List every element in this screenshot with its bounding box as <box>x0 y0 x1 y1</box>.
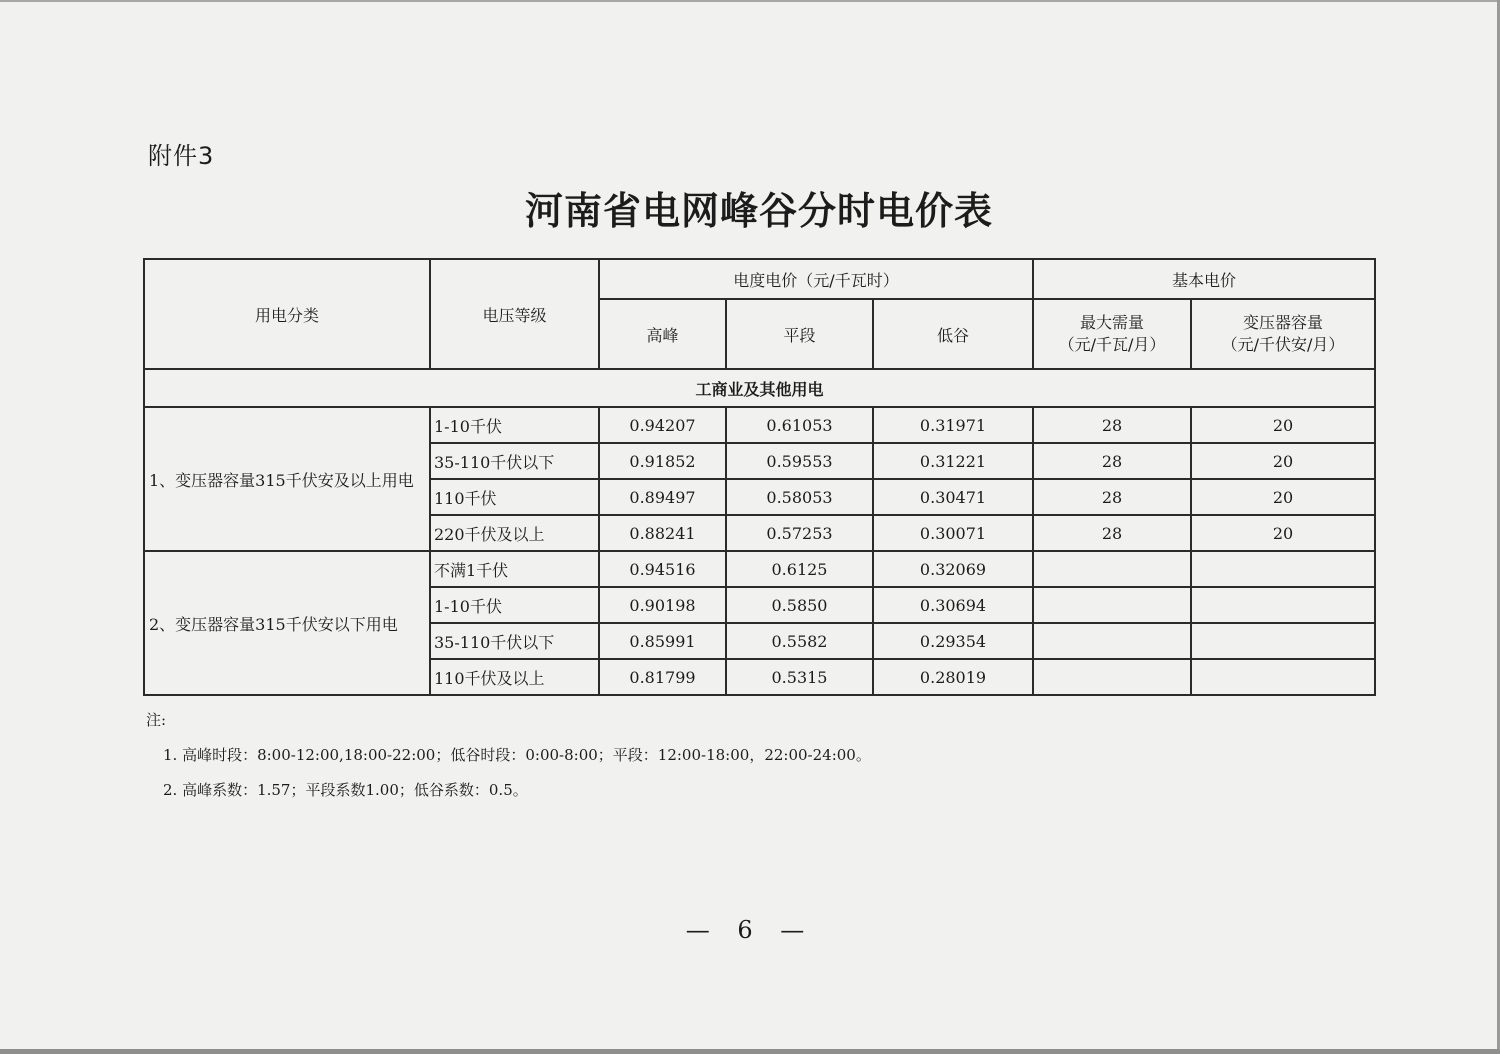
voltage-cell: 不满1千伏 <box>430 551 599 587</box>
section-title: 工商业及其他用电 <box>144 369 1375 407</box>
flat-price-cell: 0.5850 <box>726 587 873 623</box>
transformer-capacity-cell <box>1191 587 1375 623</box>
flat-price-cell: 0.6125 <box>726 551 873 587</box>
header-flat: 平段 <box>726 299 873 369</box>
header-peak: 高峰 <box>599 299 726 369</box>
peak-price-cell: 0.94516 <box>599 551 726 587</box>
valley-price-cell: 0.29354 <box>873 623 1033 659</box>
header-transformer-capacity <box>1191 299 1375 369</box>
transformer-capacity-cell: 20 <box>1191 515 1375 551</box>
peak-price-cell: 0.91852 <box>599 443 726 479</box>
tou-price-table <box>143 258 1376 696</box>
valley-price-cell: 0.28019 <box>873 659 1033 695</box>
header-max-demand-title: 最大需量 <box>1080 313 1145 332</box>
attachment-label: 附件3 <box>148 142 215 170</box>
voltage-cell: 35-110千伏以下 <box>430 443 599 479</box>
transformer-capacity-cell: 20 <box>1191 443 1375 479</box>
max-demand-cell: 28 <box>1033 443 1191 479</box>
max-demand-cell: 28 <box>1033 407 1191 443</box>
peak-price-cell: 0.85991 <box>599 623 726 659</box>
notes-heading: 注: <box>146 711 167 729</box>
voltage-cell: 1-10千伏 <box>430 407 599 443</box>
flat-price-cell: 0.59553 <box>726 443 873 479</box>
document-title: 河南省电网峰谷分时电价表 <box>524 188 993 233</box>
peak-price-cell: 0.94207 <box>599 407 726 443</box>
flat-price-cell: 0.5582 <box>726 623 873 659</box>
max-demand-cell <box>1033 551 1191 587</box>
max-demand-cell <box>1033 659 1191 695</box>
peak-price-cell: 0.89497 <box>599 479 726 515</box>
category-cell: 2、变压器容量315千伏安以下用电 <box>144 551 430 695</box>
transformer-capacity-cell: 20 <box>1191 407 1375 443</box>
valley-price-cell: 0.30694 <box>873 587 1033 623</box>
table-row <box>144 407 1375 443</box>
transformer-capacity-cell <box>1191 623 1375 659</box>
page-number: — 6 — <box>685 916 815 944</box>
voltage-cell: 110千伏 <box>430 479 599 515</box>
header-voltage: 电压等级 <box>430 259 599 369</box>
voltage-cell: 110千伏及以上 <box>430 659 599 695</box>
flat-price-cell: 0.61053 <box>726 407 873 443</box>
section-row <box>144 369 1375 407</box>
note-item: 1. 高峰时段：8:00-12:00,18:00-22:00；低谷时段：0:00-8:00；平段：12:00-18:00，22:00-24:00。 <box>163 746 871 764</box>
max-demand-cell <box>1033 623 1191 659</box>
valley-price-cell: 0.32069 <box>873 551 1033 587</box>
header-max-demand-unit: （元/千瓦/月） <box>1058 335 1166 354</box>
header-row-1 <box>144 259 1375 299</box>
header-transformer-unit: （元/千伏安/月） <box>1221 335 1345 354</box>
notes <box>146 703 871 808</box>
header-transformer-title: 变压器容量 <box>1243 313 1324 332</box>
flat-price-cell: 0.58053 <box>726 479 873 515</box>
peak-price-cell: 0.90198 <box>599 587 726 623</box>
peak-price-cell: 0.88241 <box>599 515 726 551</box>
table-row <box>144 551 1375 587</box>
valley-price-cell: 0.30071 <box>873 515 1033 551</box>
flat-price-cell: 0.5315 <box>726 659 873 695</box>
valley-price-cell: 0.31221 <box>873 443 1033 479</box>
header-basic-price: 基本电价 <box>1033 259 1375 299</box>
note-item: 2. 高峰系数：1.57；平段系数1.00；低谷系数：0.5。 <box>163 781 528 799</box>
max-demand-cell <box>1033 587 1191 623</box>
max-demand-cell: 28 <box>1033 479 1191 515</box>
voltage-cell: 1-10千伏 <box>430 587 599 623</box>
valley-price-cell: 0.30471 <box>873 479 1033 515</box>
header-energy-price: 电度电价（元/千瓦时） <box>599 259 1033 299</box>
valley-price-cell: 0.31971 <box>873 407 1033 443</box>
page-edge-bottom <box>0 1049 1500 1054</box>
peak-price-cell: 0.81799 <box>599 659 726 695</box>
header-max-demand <box>1033 299 1191 369</box>
max-demand-cell: 28 <box>1033 515 1191 551</box>
transformer-capacity-cell: 20 <box>1191 479 1375 515</box>
header-valley: 低谷 <box>873 299 1033 369</box>
category-cell: 1、变压器容量315千伏安及以上用电 <box>144 407 430 551</box>
transformer-capacity-cell <box>1191 551 1375 587</box>
header-category: 用电分类 <box>144 259 430 369</box>
page-edge-top <box>0 0 1500 2</box>
voltage-cell: 35-110千伏以下 <box>430 623 599 659</box>
voltage-cell: 220千伏及以上 <box>430 515 599 551</box>
transformer-capacity-cell <box>1191 659 1375 695</box>
flat-price-cell: 0.57253 <box>726 515 873 551</box>
